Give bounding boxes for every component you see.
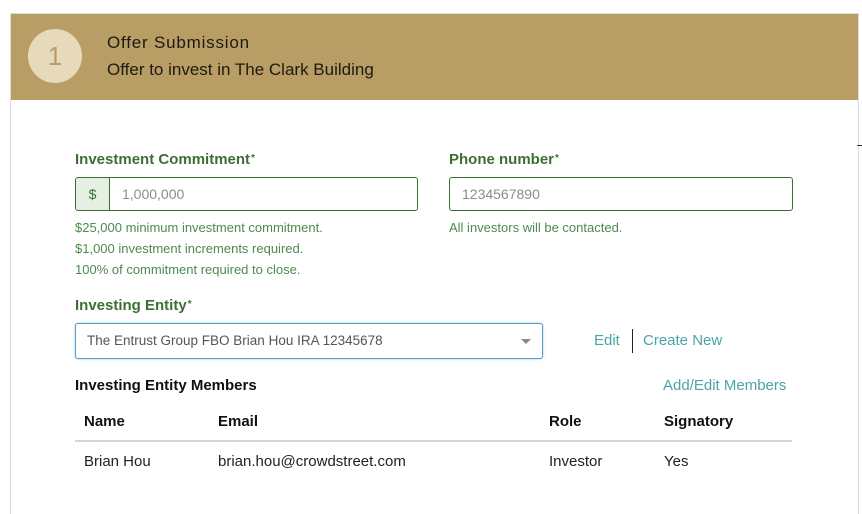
header-title: Offer Submission [107,33,250,52]
phone-number-input[interactable] [449,177,793,211]
investing-entity-selected-value: The Entrust Group FBO Brian Hou IRA 12345678 [87,333,383,348]
investment-commitment-input[interactable] [110,178,417,210]
increment-hint: $1,000 investment increments required. [75,241,304,256]
investment-commitment-label-text: Investment Commitment [75,151,251,168]
phone-number-label [449,151,559,168]
required-asterisk: * [251,153,255,164]
step-number-badge: 1 [28,29,82,83]
required-asterisk: * [187,299,192,310]
chevron-down-icon[interactable] [521,339,531,344]
table-header-divider [75,440,792,442]
investing-entity-label [75,297,192,314]
close-hint: 100% of commitment required to close. [75,262,301,277]
phone-number-label-text: Phone number [449,151,555,168]
currency-addon: $ [76,178,110,210]
link-divider [632,329,633,353]
edit-entity-link[interactable]: Edit [594,332,620,349]
member-role-cell: Investor [549,453,603,470]
edge-tick [857,145,862,146]
offer-header [11,14,858,100]
add-edit-members-link[interactable]: Add/Edit Members [663,377,787,394]
investment-commitment-field[interactable] [75,177,418,211]
member-email-cell: brian.hou@crowdstreet.com [218,453,406,470]
create-new-entity-link[interactable]: Create New [643,332,723,349]
member-name-cell: Brian Hou [84,453,151,470]
column-header-role: Role [549,413,582,430]
investment-commitment-label [75,151,255,168]
column-header-signatory: Signatory [664,413,734,430]
member-signatory-cell: Yes [664,453,689,470]
required-asterisk: * [555,153,559,164]
column-header-email: Email [218,413,259,430]
investing-entity-label-text: Investing Entity [75,297,187,314]
investment-hints [75,217,323,280]
phone-hint: All investors will be contacted. [449,220,623,235]
investing-entity-select[interactable] [75,323,543,359]
column-header-name: Name [84,413,125,430]
minimum-hint: $25,000 minimum investment commitment. [75,220,323,235]
members-section-title: Investing Entity Members [75,377,257,394]
header-subtitle: Offer to invest in The Clark Building [107,60,374,79]
